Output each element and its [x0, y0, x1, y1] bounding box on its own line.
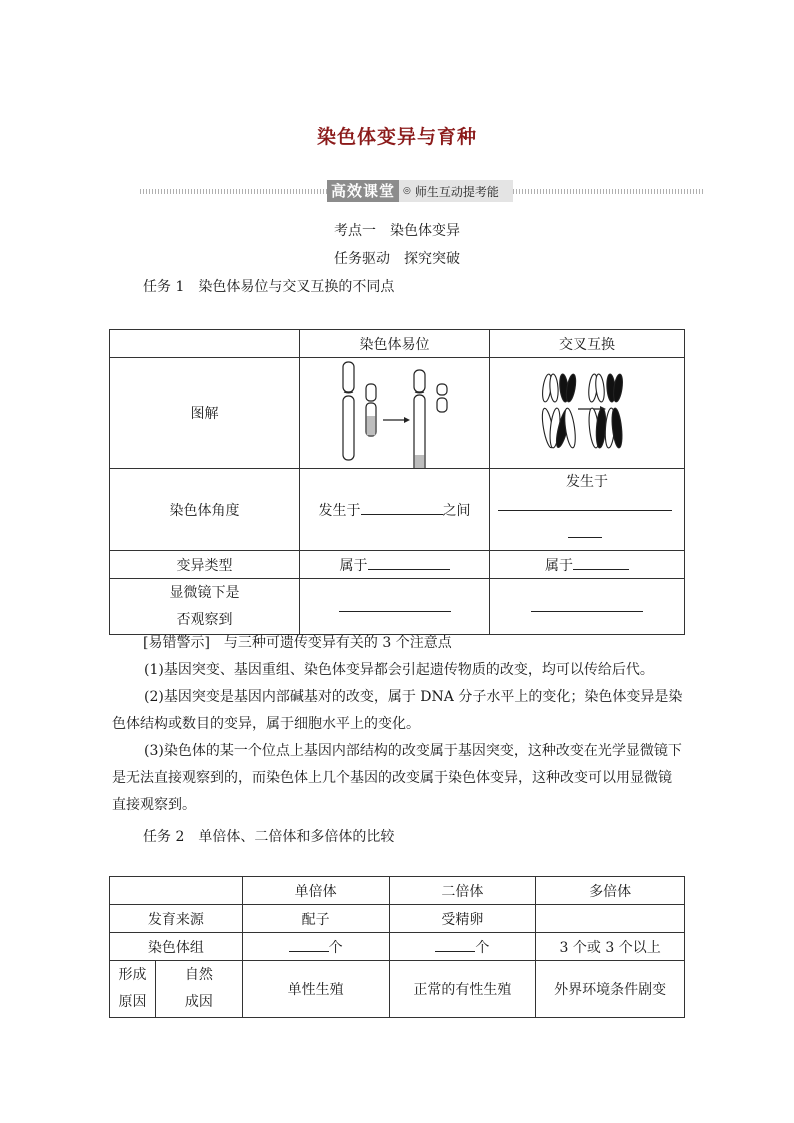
- crossover-angle-prefix: 发生于: [566, 474, 608, 490]
- crossover-angle-blank-line1: [490, 496, 684, 523]
- natural-cause-line1: 自然: [184, 967, 213, 983]
- polyploid-cause-cell: 外界环境条件剧变: [536, 961, 685, 1018]
- crossover-angle-cell: [490, 469, 685, 551]
- natural-cause-line2: 成因: [184, 994, 213, 1010]
- page-title: 染色体变异与育种: [316, 126, 477, 148]
- haploid-sets-cell: [242, 933, 389, 961]
- table2-corner-cell: [110, 877, 243, 905]
- warning-note-3: (3)染色体的某一个位点上基因内部结构的改变属于基因突变，这种改变在光学显微镜下是无法直接观察到的，而染色体上几个基因的改变属于染色体变异，这种改变可以用显微镜直接观察到。: [112, 743, 682, 813]
- crossover-microscope-blank: [531, 597, 643, 612]
- row-label-origin: 发育来源: [110, 905, 243, 933]
- section-heading: 考点一 染色体变异: [334, 223, 460, 239]
- col-header-translocation: 染色体易位: [300, 330, 490, 358]
- translocation-type-prefix: 属于: [339, 557, 368, 574]
- formation-label-line1: 形成: [118, 967, 147, 983]
- diploid-sets-cell: [389, 933, 536, 961]
- crossover-microscope-cell: [490, 579, 685, 635]
- task1-table: [109, 329, 685, 635]
- col-header-haploid: 单倍体: [242, 877, 389, 905]
- diploid-cause-cell: 正常的有性生殖: [389, 961, 536, 1018]
- translocation-type-cell: [300, 551, 490, 579]
- translocation-diagram: [300, 358, 489, 468]
- warning-title: [易错警示] 与三种可遗传变异有关的 3 个注意点: [143, 635, 452, 651]
- translocation-type-blank: [368, 555, 450, 570]
- col-header-polyploid: 多倍体: [536, 877, 685, 905]
- banner-dot-icon: ◎: [403, 186, 411, 196]
- microscope-label-line1: 显微镜下是: [169, 584, 240, 601]
- translocation-diagram-cell: [300, 358, 490, 469]
- diploid-sets-blank: [435, 937, 475, 952]
- crossover-type-prefix: 属于: [545, 557, 573, 574]
- haploid-sets-unit: 个: [328, 939, 343, 956]
- row-label-formation: [110, 961, 156, 1018]
- banner-main-label: 高效课堂: [327, 180, 399, 202]
- table-corner-cell: [110, 330, 300, 358]
- row-label-chromosome-angle: 染色体角度: [110, 469, 300, 551]
- row-label-chromosome-sets: 染色体组: [110, 933, 243, 961]
- row-label-variation-type: 变异类型: [110, 551, 300, 579]
- task1-label: 任务 1 染色体易位与交叉互换的不同点: [143, 279, 395, 295]
- polyploid-sets-cell: 3 个或 3 个以上: [536, 933, 685, 961]
- section-banner: [327, 180, 513, 202]
- diploid-origin-cell: 受精卵: [389, 905, 536, 933]
- warning-note-2: (2)基因突变是基因内部碱基对的改变，属于 DNA 分子水平上的变化；染色体变异是染色体结构或数目的变异，属于细胞水平上的变化。: [112, 689, 683, 732]
- haploid-cause-cell: 单性生殖: [242, 961, 389, 1018]
- crossover-angle-blank-line2: [490, 523, 684, 550]
- translocation-angle-blank: [361, 500, 443, 515]
- banner-right-rule: [513, 189, 703, 194]
- row-label-natural-cause: [155, 961, 242, 1018]
- crossover-type-blank: [573, 555, 629, 570]
- translocation-angle-suffix: 之间: [442, 502, 471, 519]
- polyploid-origin-cell: [536, 905, 685, 933]
- banner-sub-label: 师生互动提考能: [414, 184, 499, 199]
- row-label-diagram: 图解: [110, 358, 300, 469]
- crossover-diagram-cell: [490, 358, 685, 469]
- haploid-origin-cell: 配子: [242, 905, 389, 933]
- col-header-crossover: 交叉互换: [490, 330, 685, 358]
- section-subheading: 任务驱动 探究突破: [334, 251, 460, 267]
- crossover-diagram: [490, 358, 684, 468]
- task2-label: 任务 2 单倍体、二倍体和多倍体的比较: [143, 829, 395, 845]
- diploid-sets-unit: 个: [475, 939, 490, 956]
- translocation-angle-cell: [300, 469, 490, 551]
- row-label-microscope: [110, 579, 300, 635]
- translocation-microscope-blank: [339, 597, 451, 612]
- microscope-label-line2: 否观察到: [176, 611, 233, 628]
- translocation-microscope-cell: [300, 579, 490, 635]
- banner-left-rule: [140, 189, 328, 194]
- translocation-angle-prefix: 发生于: [318, 502, 361, 519]
- warning-note-1: (1)基因突变、基因重组、染色体变异都会引起遗传物质的改变，均可以传给后代。: [144, 662, 654, 678]
- crossover-type-cell: [490, 551, 685, 579]
- haploid-sets-blank: [289, 937, 329, 952]
- task2-table: [109, 876, 685, 1018]
- col-header-diploid: 二倍体: [389, 877, 536, 905]
- formation-label-line2: 原因: [118, 994, 147, 1010]
